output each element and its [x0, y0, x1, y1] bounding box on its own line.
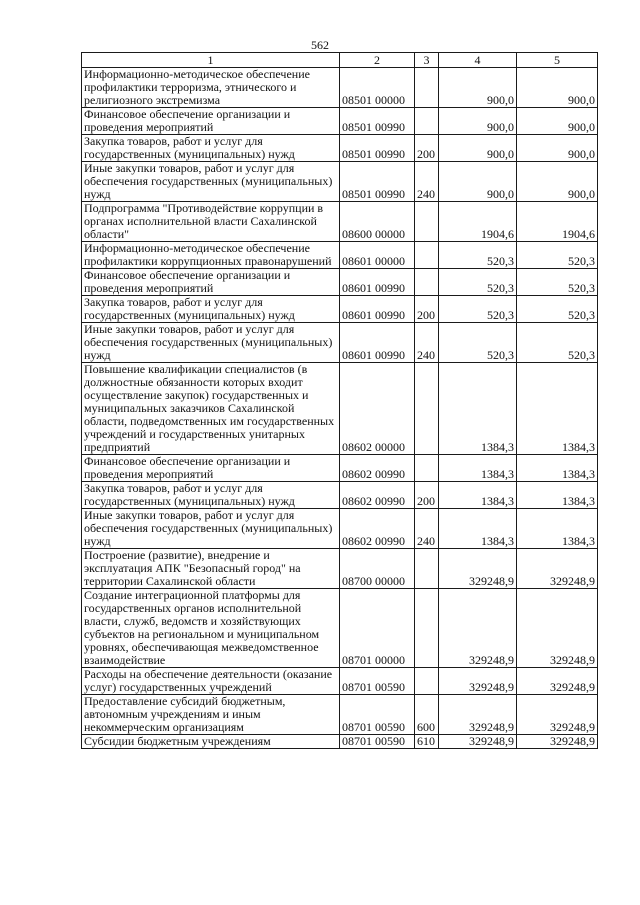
expense-type-cell [415, 668, 439, 695]
target-code-cell: 08601 00990 [340, 296, 415, 323]
item-name-cell: Иные закупки товаров, работ и услуг для обеспечения государственных (муниципальных) нужд [82, 509, 340, 549]
column-header: 2 [340, 53, 415, 68]
expense-type-cell [415, 589, 439, 668]
table-header-row [82, 53, 598, 68]
item-name-cell: Создание интеграционной платформы для государственных органов исполнительной власти, служб, ведомств и хозяйствующих субъектов на региональном и муниципальном уровнях, обеспечивающая межведомственное взаимодействие [82, 589, 340, 668]
amount-cell: 329248,9 [517, 695, 598, 735]
amount-cell: 1904,6 [517, 202, 598, 242]
item-name-cell: Иные закупки товаров, работ и услуг для обеспечения государственных (муниципальных) нужд [82, 323, 340, 363]
amount-cell: 1384,3 [517, 363, 598, 455]
expense-type-cell: 200 [415, 482, 439, 509]
target-code-cell: 08501 00990 [340, 135, 415, 162]
table-row [82, 735, 598, 749]
column-header: 4 [439, 53, 517, 68]
table-row [82, 296, 598, 323]
target-code-cell: 08701 00590 [340, 668, 415, 695]
target-code-cell: 08700 00000 [340, 549, 415, 589]
amount-cell: 520,3 [517, 296, 598, 323]
table-row [82, 695, 598, 735]
target-code-cell: 08602 00990 [340, 455, 415, 482]
amount-cell: 520,3 [439, 269, 517, 296]
table-row [82, 269, 598, 296]
table-body [82, 68, 598, 749]
amount-cell: 520,3 [517, 269, 598, 296]
amount-cell: 900,0 [517, 108, 598, 135]
expense-type-cell [415, 363, 439, 455]
budget-table [81, 52, 598, 749]
target-code-cell: 08601 00990 [340, 323, 415, 363]
table-row [82, 162, 598, 202]
amount-cell: 1384,3 [439, 455, 517, 482]
target-code-cell: 08600 00000 [340, 202, 415, 242]
expense-type-cell: 240 [415, 162, 439, 202]
table-row [82, 135, 598, 162]
table-row [82, 482, 598, 509]
column-header: 3 [415, 53, 439, 68]
amount-cell: 520,3 [439, 242, 517, 269]
expense-type-cell [415, 269, 439, 296]
target-code-cell: 08601 00990 [340, 269, 415, 296]
amount-cell: 329248,9 [517, 735, 598, 749]
amount-cell: 329248,9 [439, 668, 517, 695]
expense-type-cell [415, 202, 439, 242]
amount-cell: 900,0 [439, 108, 517, 135]
table-row [82, 323, 598, 363]
item-name-cell: Расходы на обеспечение деятельности (оказание услуг) государственных учреждений [82, 668, 340, 695]
table-row [82, 668, 598, 695]
table-row [82, 68, 598, 108]
amount-cell: 520,3 [439, 323, 517, 363]
table-row [82, 202, 598, 242]
amount-cell: 1384,3 [517, 482, 598, 509]
amount-cell: 329248,9 [439, 549, 517, 589]
expense-type-cell [415, 108, 439, 135]
table-row [82, 455, 598, 482]
expense-type-cell: 610 [415, 735, 439, 749]
item-name-cell: Финансовое обеспечение организации и проведения мероприятий [82, 108, 340, 135]
amount-cell: 900,0 [439, 68, 517, 108]
amount-cell: 329248,9 [517, 589, 598, 668]
table-row [82, 363, 598, 455]
target-code-cell: 08601 00000 [340, 242, 415, 269]
amount-cell: 1384,3 [439, 482, 517, 509]
expense-type-cell: 200 [415, 296, 439, 323]
amount-cell: 520,3 [439, 296, 517, 323]
target-code-cell: 08501 00990 [340, 162, 415, 202]
item-name-cell: Иные закупки товаров, работ и услуг для обеспечения государственных (муниципальных) нужд [82, 162, 340, 202]
target-code-cell: 08501 00990 [340, 108, 415, 135]
target-code-cell: 08701 00590 [340, 695, 415, 735]
amount-cell: 329248,9 [517, 668, 598, 695]
item-name-cell: Финансовое обеспечение организации и проведения мероприятий [82, 455, 340, 482]
expense-type-cell: 200 [415, 135, 439, 162]
target-code-cell: 08602 00990 [340, 482, 415, 509]
amount-cell: 329248,9 [439, 695, 517, 735]
item-name-cell: Повышение квалификации специалистов (в должностные обязанности которых входит осуществление закупок) государственных и муниципальных заказчиков Сахалинской области, подведомственных им государственных учреждений и государственных унитарных предприятий [82, 363, 340, 455]
amount-cell: 1904,6 [439, 202, 517, 242]
expense-type-cell [415, 455, 439, 482]
item-name-cell: Закупка товаров, работ и услуг для государственных (муниципальных) нужд [82, 135, 340, 162]
expense-type-cell [415, 68, 439, 108]
amount-cell: 520,3 [517, 323, 598, 363]
amount-cell: 1384,3 [439, 509, 517, 549]
amount-cell: 1384,3 [517, 455, 598, 482]
amount-cell: 900,0 [517, 135, 598, 162]
expense-type-cell: 240 [415, 509, 439, 549]
item-name-cell: Закупка товаров, работ и услуг для государственных (муниципальных) нужд [82, 482, 340, 509]
item-name-cell: Закупка товаров, работ и услуг для государственных (муниципальных) нужд [82, 296, 340, 323]
amount-cell: 329248,9 [439, 589, 517, 668]
expense-type-cell [415, 242, 439, 269]
column-header: 1 [82, 53, 340, 68]
target-code-cell: 08701 00000 [340, 589, 415, 668]
amount-cell: 1384,3 [517, 509, 598, 549]
table-row [82, 509, 598, 549]
page-number: 562 [311, 38, 329, 52]
target-code-cell: 08701 00590 [340, 735, 415, 749]
amount-cell: 329248,9 [439, 735, 517, 749]
table-row [82, 549, 598, 589]
target-code-cell: 08501 00000 [340, 68, 415, 108]
expense-type-cell: 240 [415, 323, 439, 363]
expense-type-cell: 600 [415, 695, 439, 735]
amount-cell: 900,0 [439, 162, 517, 202]
item-name-cell: Построение (развитие), внедрение и эксплуатация АПК "Безопасный город" на территории Сахалинской области [82, 549, 340, 589]
item-name-cell: Информационно-методическое обеспечение профилактики терроризма, этнического и религиозного экстремизма [82, 68, 340, 108]
column-header: 5 [517, 53, 598, 68]
table-row [82, 589, 598, 668]
target-code-cell: 08602 00990 [340, 509, 415, 549]
target-code-cell: 08602 00000 [340, 363, 415, 455]
amount-cell: 329248,9 [517, 549, 598, 589]
item-name-cell: Финансовое обеспечение организации и проведения мероприятий [82, 269, 340, 296]
amount-cell: 900,0 [517, 162, 598, 202]
table-row [82, 242, 598, 269]
amount-cell: 520,3 [517, 242, 598, 269]
amount-cell: 900,0 [517, 68, 598, 108]
item-name-cell: Информационно-методическое обеспечение профилактики коррупционных правонарушений [82, 242, 340, 269]
expense-type-cell [415, 549, 439, 589]
item-name-cell: Предоставление субсидий бюджетным, автономным учреждениям и иным некоммерческим организациям [82, 695, 340, 735]
table-row [82, 108, 598, 135]
amount-cell: 900,0 [439, 135, 517, 162]
item-name-cell: Субсидии бюджетным учреждениям [82, 735, 340, 749]
item-name-cell: Подпрограмма "Противодействие коррупции в органах исполнительной власти Сахалинской области" [82, 202, 340, 242]
amount-cell: 1384,3 [439, 363, 517, 455]
